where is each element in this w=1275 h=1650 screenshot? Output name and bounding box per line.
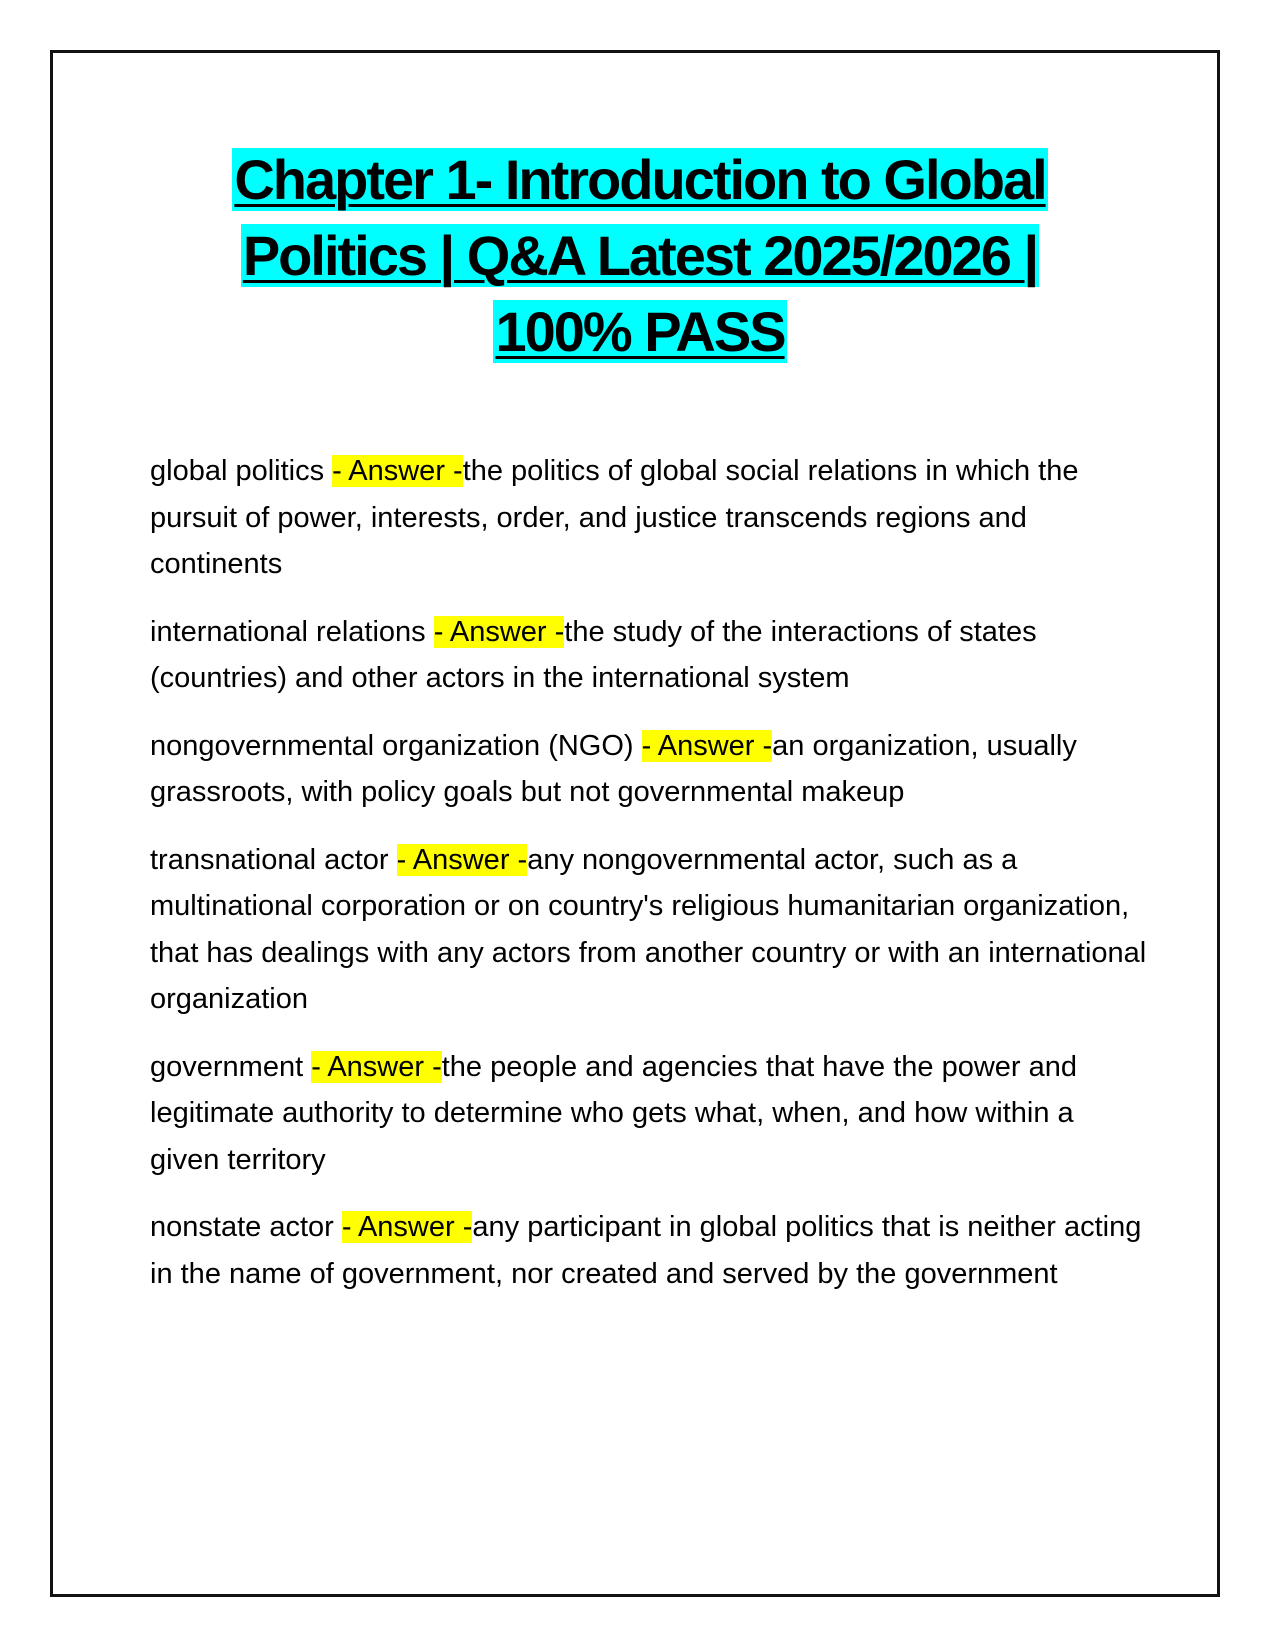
qa-definition: an organization, usually grassroots, with policy goals but not governmental makeup (150, 729, 1077, 808)
qa-definition: the study of the interactions of states (countries) and other actors in the international system (150, 615, 1037, 694)
qa-item (150, 1044, 1150, 1184)
title-text-1: Chapter 1- Introduction to Global (234, 148, 1046, 211)
qa-definition: any nongovernmental actor, such as a multinational corporation or on country's religious humanitarian organization, that has dealings with any actors from another country or with an international organization (150, 843, 1147, 1015)
qa-term: international relations (150, 615, 434, 648)
page-title (120, 142, 1160, 370)
qa-definition: the politics of global social relations in which the pursuit of power, interests, order, and justice transcends regions and continents (150, 455, 1079, 580)
qa-term: global politics (150, 455, 333, 487)
qa-item (150, 837, 1150, 1023)
title-text-2: Politics | Q&A Latest 2025/2026 | (242, 224, 1038, 287)
title-line-2 (120, 218, 1160, 294)
qa-list (150, 448, 1150, 1318)
qa-item (150, 723, 1150, 816)
answer-marker: - Answer - (341, 1211, 473, 1243)
qa-item (150, 609, 1150, 702)
qa-item (150, 448, 1150, 588)
answer-marker: - Answer - (641, 729, 773, 762)
qa-definition: any participant in global politics that is neither acting in the name of government, nor created and served by the government (150, 1211, 1142, 1290)
qa-term: government (150, 1050, 312, 1083)
title-text-3: 100% PASS (495, 300, 785, 363)
qa-item (150, 1204, 1150, 1297)
title-line-3 (120, 294, 1160, 370)
answer-marker: - Answer - (332, 455, 463, 487)
answer-marker: - Answer - (396, 843, 528, 876)
qa-term: nonstate actor (150, 1211, 342, 1243)
answer-marker: - Answer - (311, 1050, 442, 1083)
answer-marker: - Answer - (433, 615, 565, 648)
qa-term: transnational actor (150, 843, 397, 876)
qa-definition: the people and agencies that have the power and legitimate authority to determine who gets what, when, and how within a given territory (150, 1050, 1078, 1176)
title-line-1 (120, 142, 1160, 218)
qa-term: nongovernmental organization (NGO) (150, 729, 642, 762)
